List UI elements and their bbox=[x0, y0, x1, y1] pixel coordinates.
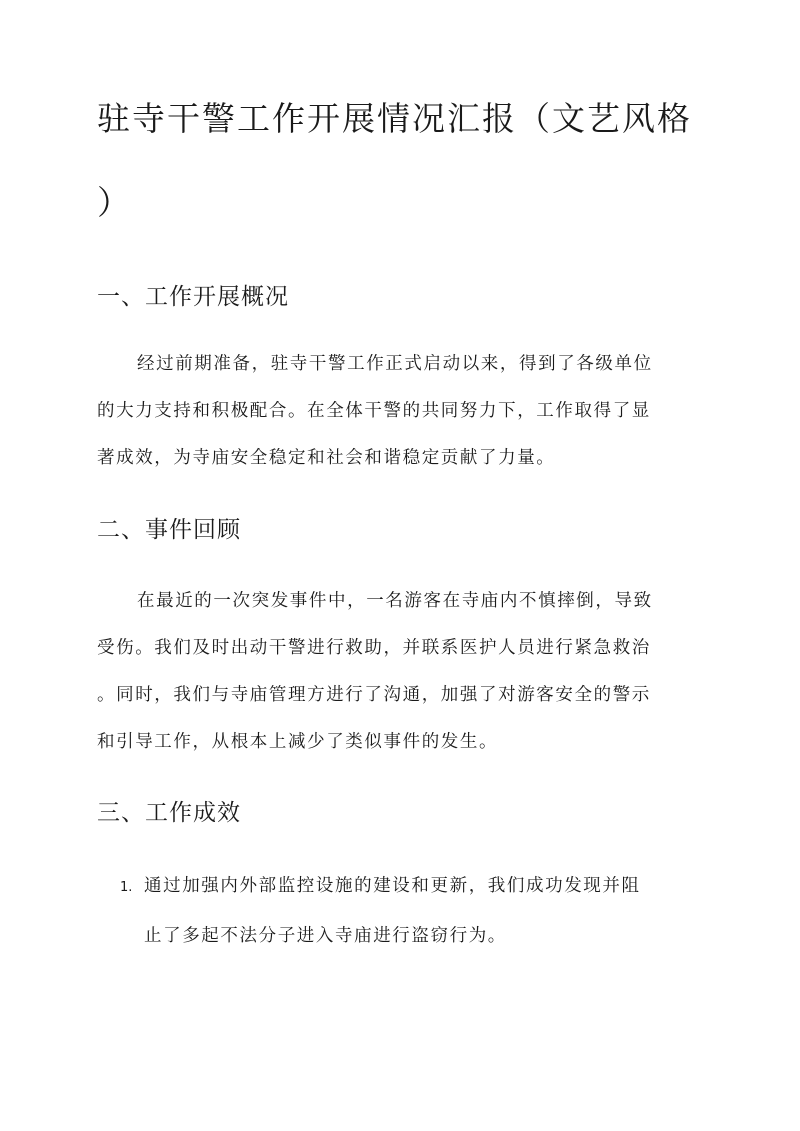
document-title-continued: ） bbox=[97, 183, 132, 222]
paragraph-line: 著成效，为寺庙安全稳定和社会和谐稳定贡献了力量。 bbox=[97, 448, 556, 468]
document-title: 驻寺干警工作开展情况汇报（文艺风格 bbox=[97, 99, 692, 138]
section-heading: 三、工作成效 bbox=[97, 800, 241, 826]
list-item-line: 止了多起不法分子进入寺庙进行盗窃行为。 bbox=[144, 926, 507, 946]
paragraph-line: 受伤。我们及时出动干警进行救助，并联系医护人员进行紧急救治 bbox=[97, 638, 651, 658]
list-item-line: 通过加强内外部监控设施的建设和更新，我们成功发现并阻 bbox=[144, 876, 641, 896]
paragraph-line: 的大力支持和积极配合。在全体干警的共同努力下，工作取得了显 bbox=[97, 401, 651, 421]
section-heading: 二、事件回顾 bbox=[97, 517, 241, 543]
paragraph-line: 经过前期准备，驻寺干警工作正式启动以来，得到了各级单位 bbox=[137, 354, 653, 374]
paragraph-line: 。同时，我们与寺庙管理方进行了沟通，加强了对游客安全的警示 bbox=[97, 685, 651, 705]
paragraph-line: 和引导工作，从根本上减少了类似事件的发生。 bbox=[97, 732, 499, 752]
paragraph-line: 在最近的一次突发事件中，一名游客在寺庙内不慎摔倒，导致 bbox=[137, 591, 653, 611]
section-heading: 一、工作开展概况 bbox=[97, 284, 289, 310]
list-item-number: 1. bbox=[120, 880, 133, 895]
